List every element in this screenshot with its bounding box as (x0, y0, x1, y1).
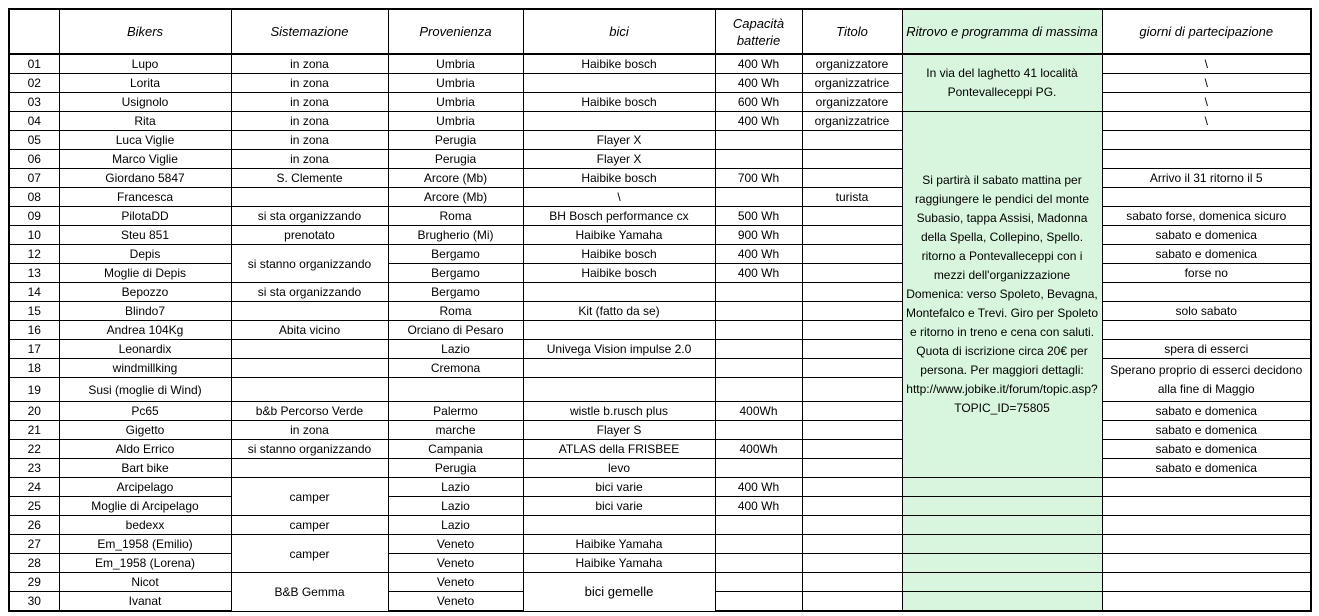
cell-provenienza: Lazio (388, 478, 523, 497)
table-row (9, 340, 1311, 359)
cell-num: 18 (9, 359, 59, 378)
cell-capacita (715, 554, 802, 573)
cell-capacita (715, 592, 802, 612)
cell-bici: Haibike bosch (523, 169, 715, 188)
cell-ritrovo (902, 535, 1102, 554)
cell-provenienza: Brugherio (Mi) (388, 226, 523, 245)
cell-provenienza: Lazio (388, 516, 523, 535)
cell-provenienza: Arcore (Mb) (388, 169, 523, 188)
cell-titolo (802, 283, 902, 302)
cell-titolo (802, 592, 902, 612)
cell-provenienza: Perugia (388, 131, 523, 150)
cell-bici (523, 283, 715, 302)
table-row (9, 402, 1311, 421)
cell-provenienza: marche (388, 421, 523, 440)
cell-num: 23 (9, 459, 59, 478)
table-row (9, 264, 1311, 283)
table-row (9, 112, 1311, 131)
cell-num: 14 (9, 283, 59, 302)
cell-giorni (1102, 554, 1311, 573)
cell-bici: wistle b.rusch plus (523, 402, 715, 421)
cell-provenienza: Lazio (388, 340, 523, 359)
cell-biker: Usignolo (59, 93, 231, 112)
cell-biker: Marco Viglie (59, 150, 231, 169)
cell-titolo (802, 340, 902, 359)
cell-num: 03 (9, 93, 59, 112)
cell-biker: Giordano 5847 (59, 169, 231, 188)
cell-sistemazione (231, 188, 388, 207)
table-row (9, 131, 1311, 150)
cell-capacita (715, 188, 802, 207)
cell-bici: Haibike Yamaha (523, 535, 715, 554)
cell-sistemazione: camper (231, 516, 388, 535)
cell-giorni (1102, 592, 1311, 612)
cell-capacita: 400 Wh (715, 112, 802, 131)
cell-provenienza: Orciano di Pesaro (388, 321, 523, 340)
cell-sistemazione: in zona (231, 150, 388, 169)
cell-num: 21 (9, 421, 59, 440)
cell-biker: windmillking (59, 359, 231, 378)
cell-giorni: sabato e domenica (1102, 440, 1311, 459)
cell-biker: bedexx (59, 516, 231, 535)
table-row (9, 207, 1311, 226)
cell-bici: Univega Vision impulse 2.0 (523, 340, 715, 359)
cell-num: 29 (9, 573, 59, 592)
cell-bici: ATLAS della FRISBEE (523, 440, 715, 459)
cell-capacita: 500 Wh (715, 207, 802, 226)
table-row (9, 440, 1311, 459)
cell-titolo (802, 302, 902, 321)
cell-biker: Blindo7 (59, 302, 231, 321)
header-capacita: Capacità batterie (715, 9, 802, 54)
cell-bici: bici varie (523, 497, 715, 516)
cell-bici: Haibike Yamaha (523, 554, 715, 573)
cell-sistemazione: in zona (231, 421, 388, 440)
cell-titolo (802, 402, 902, 421)
cell-capacita: 400 Wh (715, 74, 802, 93)
cell-titolo: organizzatore (802, 93, 902, 112)
cell-giorni: Sperano proprio di esserci decidono alla fine di Maggio (1102, 359, 1311, 402)
cell-titolo (802, 169, 902, 188)
header-provenienza: Provenienza (388, 9, 523, 54)
cell-provenienza: Umbria (388, 74, 523, 93)
cell-giorni: \ (1102, 54, 1311, 74)
cell-provenienza: Perugia (388, 459, 523, 478)
cell-biker: Pc65 (59, 402, 231, 421)
cell-num: 10 (9, 226, 59, 245)
cell-biker: Steu 851 (59, 226, 231, 245)
cell-biker: Aldo Errico (59, 440, 231, 459)
cell-provenienza: Roma (388, 207, 523, 226)
table-row (9, 74, 1311, 93)
cell-num: 22 (9, 440, 59, 459)
cell-ritrovo (902, 592, 1102, 612)
cell-biker: Gigetto (59, 421, 231, 440)
table-row (9, 359, 1311, 378)
cell-ritrovo (902, 478, 1102, 497)
cell-provenienza: Veneto (388, 573, 523, 592)
cell-titolo (802, 131, 902, 150)
cell-capacita (715, 150, 802, 169)
header-sistemazione: Sistemazione (231, 9, 388, 54)
cell-capacita (715, 459, 802, 478)
cell-sistemazione: B&B Gemma (231, 573, 388, 612)
cell-num: 08 (9, 188, 59, 207)
cell-biker: Nicot (59, 573, 231, 592)
cell-num: 13 (9, 264, 59, 283)
cell-bici: Haibike bosch (523, 93, 715, 112)
cell-titolo (802, 359, 902, 378)
header-num (9, 9, 59, 54)
table-row (9, 535, 1311, 554)
cell-giorni (1102, 131, 1311, 150)
cell-num: 15 (9, 302, 59, 321)
cell-sistemazione: in zona (231, 93, 388, 112)
meeting-point-note: In via del laghetto 41 località Pontevalleceppi PG. (902, 54, 1102, 112)
cell-sistemazione: b&b Percorso Verde (231, 402, 388, 421)
cell-titolo (802, 554, 902, 573)
cell-titolo (802, 226, 902, 245)
cell-giorni: Arrivo il 31 ritorno il 5 (1102, 169, 1311, 188)
cell-sistemazione: si sta organizzando (231, 283, 388, 302)
cell-num: 17 (9, 340, 59, 359)
cell-biker: Bepozzo (59, 283, 231, 302)
cell-giorni: sabato e domenica (1102, 459, 1311, 478)
participants-table (8, 8, 1312, 612)
cell-sistemazione (231, 378, 388, 402)
cell-bici (523, 378, 715, 402)
table-row (9, 516, 1311, 535)
cell-provenienza: Bergamo (388, 264, 523, 283)
header-titolo: Titolo (802, 9, 902, 54)
cell-sistemazione: camper (231, 535, 388, 573)
cell-biker: Lupo (59, 54, 231, 74)
cell-provenienza: Palermo (388, 402, 523, 421)
cell-bici: Haibike Yamaha (523, 226, 715, 245)
cell-provenienza: Veneto (388, 554, 523, 573)
cell-giorni (1102, 573, 1311, 592)
cell-capacita (715, 421, 802, 440)
cell-titolo (802, 459, 902, 478)
cell-provenienza: Umbria (388, 93, 523, 112)
cell-num: 19 (9, 378, 59, 402)
cell-provenienza: Campania (388, 440, 523, 459)
cell-capacita (715, 283, 802, 302)
cell-num: 06 (9, 150, 59, 169)
table-row (9, 421, 1311, 440)
cell-bici (523, 112, 715, 131)
cell-capacita (715, 131, 802, 150)
cell-giorni: forse no (1102, 264, 1311, 283)
cell-giorni: sabato forse, domenica sicuro (1102, 207, 1311, 226)
header-bikers: Bikers (59, 9, 231, 54)
cell-sistemazione: in zona (231, 131, 388, 150)
cell-ritrovo (902, 516, 1102, 535)
cell-num: 24 (9, 478, 59, 497)
table-row (9, 573, 1311, 592)
cell-num: 12 (9, 245, 59, 264)
cell-giorni (1102, 283, 1311, 302)
cell-bici: Haibike bosch (523, 245, 715, 264)
cell-num: 02 (9, 74, 59, 93)
table-row (9, 93, 1311, 112)
cell-num: 07 (9, 169, 59, 188)
cell-giorni: \ (1102, 112, 1311, 131)
cell-capacita: 400 Wh (715, 264, 802, 283)
cell-biker: Bart bike (59, 459, 231, 478)
cell-giorni (1102, 516, 1311, 535)
cell-giorni (1102, 188, 1311, 207)
cell-biker: Moglie di Arcipelago (59, 497, 231, 516)
cell-provenienza: Bergamo (388, 245, 523, 264)
cell-giorni: sabato e domenica (1102, 226, 1311, 245)
cell-bici: levo (523, 459, 715, 478)
table-row (9, 478, 1311, 497)
cell-titolo (802, 245, 902, 264)
cell-sistemazione: in zona (231, 74, 388, 93)
cell-sistemazione: in zona (231, 112, 388, 131)
cell-bici (523, 516, 715, 535)
cell-bici: Haibike bosch (523, 54, 715, 74)
cell-capacita (715, 302, 802, 321)
cell-giorni: \ (1102, 93, 1311, 112)
cell-biker: Arcipelago (59, 478, 231, 497)
cell-bici: bici gemelle (523, 573, 715, 612)
cell-biker: Em_1958 (Emilio) (59, 535, 231, 554)
cell-capacita: 400 Wh (715, 497, 802, 516)
cell-giorni (1102, 497, 1311, 516)
cell-capacita (715, 321, 802, 340)
cell-num: 16 (9, 321, 59, 340)
cell-titolo (802, 573, 902, 592)
cell-capacita: 600 Wh (715, 93, 802, 112)
cell-biker: Susi (moglie di Wind) (59, 378, 231, 402)
cell-capacita: 400 Wh (715, 54, 802, 74)
cell-capacita: 400 Wh (715, 478, 802, 497)
cell-capacita (715, 573, 802, 592)
table-row (9, 54, 1311, 74)
cell-bici: Flayer S (523, 421, 715, 440)
program-note: Si partirà il sabato mattina per raggiungere le pendici del monte Subasio, tappa Assisi, Madonna della Spella, Collepino, Spello. ritorno a Pontevalleceppi con i mezzi dell'organizzazione Domenica: verso Spoleto, Bevagna, Montefalco e Trevi. Giro per Spoleto e ritorno in treno e cena con saluti. Quota di iscrizione circa 20€ per persona. Per maggiori dettagli: http://www.jobike.it/forum/topic.asp?TOPIC_ID=75805 (902, 112, 1102, 478)
cell-giorni: sabato e domenica (1102, 402, 1311, 421)
cell-biker: Andrea 104Kg (59, 321, 231, 340)
table-row (9, 321, 1311, 340)
cell-capacita (715, 516, 802, 535)
cell-capacita: 700 Wh (715, 169, 802, 188)
cell-capacita (715, 378, 802, 402)
cell-titolo: organizzatrice (802, 74, 902, 93)
cell-provenienza: Umbria (388, 54, 523, 74)
cell-ritrovo (902, 497, 1102, 516)
cell-titolo (802, 321, 902, 340)
header-row (9, 9, 1311, 54)
cell-provenienza: Bergamo (388, 283, 523, 302)
cell-titolo (802, 478, 902, 497)
cell-bici: Kit (fatto da se) (523, 302, 715, 321)
cell-bici: Haibike bosch (523, 264, 715, 283)
cell-titolo (802, 150, 902, 169)
cell-biker: Em_1958 (Lorena) (59, 554, 231, 573)
cell-titolo (802, 535, 902, 554)
sheet (8, 8, 1312, 612)
table-row (9, 459, 1311, 478)
cell-biker: Luca Viglie (59, 131, 231, 150)
table-row (9, 226, 1311, 245)
cell-giorni: \ (1102, 74, 1311, 93)
cell-bici: \ (523, 188, 715, 207)
header-ritrovo: Ritrovo e programma di massima (902, 9, 1102, 54)
cell-sistemazione (231, 302, 388, 321)
cell-sistemazione: camper (231, 478, 388, 516)
cell-num: 28 (9, 554, 59, 573)
table-row (9, 188, 1311, 207)
cell-ritrovo (902, 554, 1102, 573)
cell-giorni (1102, 478, 1311, 497)
cell-biker: Depis (59, 245, 231, 264)
cell-biker: Lorita (59, 74, 231, 93)
cell-bici: bici varie (523, 478, 715, 497)
cell-sistemazione: prenotato (231, 226, 388, 245)
cell-num: 27 (9, 535, 59, 554)
cell-sistemazione (231, 359, 388, 378)
cell-provenienza: Veneto (388, 535, 523, 554)
cell-giorni (1102, 150, 1311, 169)
table-row (9, 302, 1311, 321)
header-giorni: giorni di partecipazione (1102, 9, 1311, 54)
cell-biker: Ivanat (59, 592, 231, 612)
cell-bici: Flayer X (523, 150, 715, 169)
cell-provenienza: Lazio (388, 497, 523, 516)
cell-biker: Rita (59, 112, 231, 131)
cell-capacita: 400Wh (715, 402, 802, 421)
table-row (9, 245, 1311, 264)
cell-giorni: solo sabato (1102, 302, 1311, 321)
cell-titolo (802, 378, 902, 402)
cell-capacita: 400 Wh (715, 245, 802, 264)
table-row (9, 283, 1311, 302)
cell-sistemazione: si sta organizzando (231, 207, 388, 226)
header-bici: bici (523, 9, 715, 54)
cell-sistemazione: in zona (231, 54, 388, 74)
cell-num: 20 (9, 402, 59, 421)
cell-capacita (715, 340, 802, 359)
cell-titolo (802, 421, 902, 440)
table-row (9, 169, 1311, 188)
cell-num: 25 (9, 497, 59, 516)
table-row (9, 497, 1311, 516)
cell-sistemazione: Abita vicino (231, 321, 388, 340)
cell-bici: BH Bosch performance cx (523, 207, 715, 226)
cell-titolo (802, 516, 902, 535)
cell-bici (523, 321, 715, 340)
cell-sistemazione: si stanno organizzando (231, 440, 388, 459)
cell-provenienza: Arcore (Mb) (388, 188, 523, 207)
cell-biker: PilotaDD (59, 207, 231, 226)
cell-capacita: 400Wh (715, 440, 802, 459)
cell-num: 05 (9, 131, 59, 150)
cell-num: 26 (9, 516, 59, 535)
cell-num: 09 (9, 207, 59, 226)
cell-giorni (1102, 321, 1311, 340)
cell-giorni: spera di esserci (1102, 340, 1311, 359)
cell-titolo: turista (802, 188, 902, 207)
cell-sistemazione: si stanno organizzando (231, 245, 388, 283)
cell-provenienza: Veneto (388, 592, 523, 612)
cell-giorni: sabato e domenica (1102, 245, 1311, 264)
cell-sistemazione (231, 340, 388, 359)
table-row (9, 554, 1311, 573)
cell-provenienza: Cremona (388, 359, 523, 378)
cell-capacita (715, 535, 802, 554)
cell-giorni: sabato e domenica (1102, 421, 1311, 440)
cell-capacita (715, 359, 802, 378)
cell-titolo: organizzatrice (802, 112, 902, 131)
cell-capacita: 900 Wh (715, 226, 802, 245)
cell-num: 30 (9, 592, 59, 612)
cell-provenienza: Umbria (388, 112, 523, 131)
cell-provenienza: Roma (388, 302, 523, 321)
cell-titolo (802, 440, 902, 459)
cell-sistemazione (231, 459, 388, 478)
cell-provenienza: Perugia (388, 150, 523, 169)
cell-titolo (802, 264, 902, 283)
cell-titolo (802, 497, 902, 516)
cell-titolo: organizzatore (802, 54, 902, 74)
cell-sistemazione: S. Clemente (231, 169, 388, 188)
cell-bici (523, 359, 715, 378)
cell-titolo (802, 207, 902, 226)
cell-biker: Francesca (59, 188, 231, 207)
cell-giorni (1102, 535, 1311, 554)
cell-bici (523, 74, 715, 93)
table-row (9, 150, 1311, 169)
cell-bici: Flayer X (523, 131, 715, 150)
cell-num: 01 (9, 54, 59, 74)
cell-biker: Moglie di Depis (59, 264, 231, 283)
cell-ritrovo (902, 573, 1102, 592)
cell-provenienza (388, 378, 523, 402)
cell-biker: Leonardix (59, 340, 231, 359)
cell-num: 04 (9, 112, 59, 131)
